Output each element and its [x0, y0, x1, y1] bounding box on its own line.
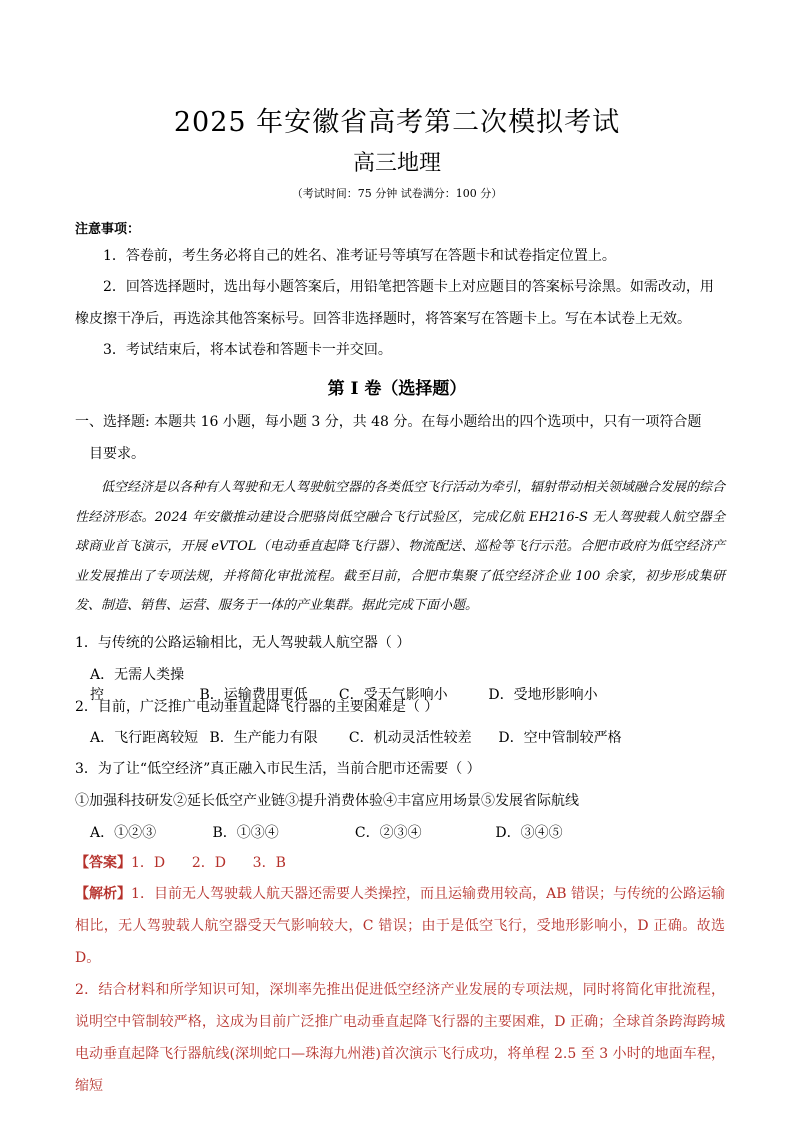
- question-2-option-a: A．飞行距离较短: [90, 730, 199, 746]
- question-3-options: [90, 822, 563, 842]
- question-3-stem: 3．为了让“低空经济”真正融入市民生活，当前合肥市还需要（ ）: [75, 761, 481, 777]
- question-3-option-b: B．①③④: [212, 825, 279, 841]
- analysis-block: [75, 878, 725, 1102]
- subject-title: 高三地理: [352, 151, 441, 176]
- question-3-option-d: D．③④⑤: [495, 825, 563, 841]
- answer-text: 1．D 2．D 3．B: [131, 855, 286, 871]
- question-1-option-b: B．运输费用更低: [199, 687, 308, 703]
- analysis-label: 【解析】: [75, 886, 132, 902]
- section-instruction-line-1: 一、选择题: 本题共 16 小题，每小题 3 分，共 48 分。在每小题给出的四个选项中，只有一项符合题: [75, 414, 702, 430]
- question-3-option-a: A．①②③: [90, 825, 157, 841]
- section-instruction-line-2: 目要求。: [89, 446, 145, 462]
- question-1-option-d: D．受地形影响小: [488, 687, 598, 703]
- notice-heading: 注意事项：: [75, 222, 141, 237]
- exam-title: 2025 年安徽省高考第二次模拟考试: [173, 107, 621, 138]
- question-2-option-d: D．空中管制较严格: [498, 730, 622, 746]
- section-title: 第 I 卷（选择题）: [327, 379, 467, 399]
- analysis-paragraph-1: [75, 878, 725, 974]
- section-instruction: [75, 406, 725, 470]
- question-1-stem: 1．与传统的公路运输相比，无人驾驶载人航空器（ ）: [75, 635, 411, 651]
- analysis-text-1: 1．目前无人驾驶载人航天器还需要人类操控，而且运输费用较高，AB 错误；与传统的公路运输相比，无人驾驶载人航空器受天气影响较大，C 错误；由于是低空飞行，受地形影响小，D 正确。故选 D。: [75, 886, 725, 966]
- analysis-paragraph-2: 2．结合材料和所学知识可知，深圳率先推出促进低空经济产业发展的专项法规，同时将简化审批流程，说明空中管制较严格，这成为目前广泛推广电动垂直起降飞行器的主要困难，D 正确；全球首条跨海跨城电动垂直起降飞行器航线(深圳蛇口—珠海九州港)首次演示飞行成功，将单程 2.5 至 3 小时的地面车程，缩短: [75, 982, 725, 1094]
- notice-item-3: 3．考试结束后，将本试卷和答题卡一并交回。: [103, 342, 392, 358]
- question-1-option-a: A．无需人类操控: [90, 667, 185, 703]
- notice-item-1: 1．答卷前，考生务必将自己的姓名、准考证号等填写在答题卡和试卷指定位置上。: [103, 248, 616, 264]
- question-3-option-c: C．②③④: [354, 825, 422, 841]
- question-3-statements: ①加强科技研发②延长低空产业链③提升消费体验④丰富应用场景⑤发展省际航线: [75, 793, 579, 809]
- answer-label: 【答案】: [75, 855, 131, 871]
- question-1-option-c: C．受天气影响小: [338, 687, 448, 703]
- question-2-option-b: B．生产能力有限: [209, 730, 318, 746]
- reading-material: 低空经济是以各种有人驾驶和无人驾驶航空器的各类低空飞行活动为牵引，辐射带动相关领域融合发展的综合性经济形态。2024 年安徽推动建设合肥骆岗低空融合飞行试验区，完成亿航 EH216-S 无人驾驶载人航空器全球商业首飞演示，开展 eVTOL（电动垂直起降飞行器）、物流配送、巡检等飞行示范。合肥市政府为低空经济产业发展推出了专项法规，并将简化审批流程。截至目前，合肥市集聚了低空经济企业 100 余家，初步形成集研发、制造、销售、运营、服务于一体的产业集群。据此完成下面小题。: [75, 480, 726, 613]
- exam-info: （考试时间：75 分钟 试卷满分：100 分）: [291, 187, 503, 200]
- answer-key: [75, 852, 286, 872]
- question-2-options: [90, 727, 622, 747]
- question-2-stem: 2．目前，广泛推广电动垂直起降飞行器的主要困难是（ ）: [75, 699, 439, 715]
- question-2-option-c: C．机动灵活性较差: [348, 730, 472, 746]
- notice-item-2: 2．回答选择题时，选出每小题答案后，用铅笔把答题卡上对应题目的答案标号涂黑。如需改动，用橡皮擦干净后，再选涂其他答案标号。回答非选择题时，将答案写在答题卡上。写在本试卷上无效。: [75, 279, 714, 327]
